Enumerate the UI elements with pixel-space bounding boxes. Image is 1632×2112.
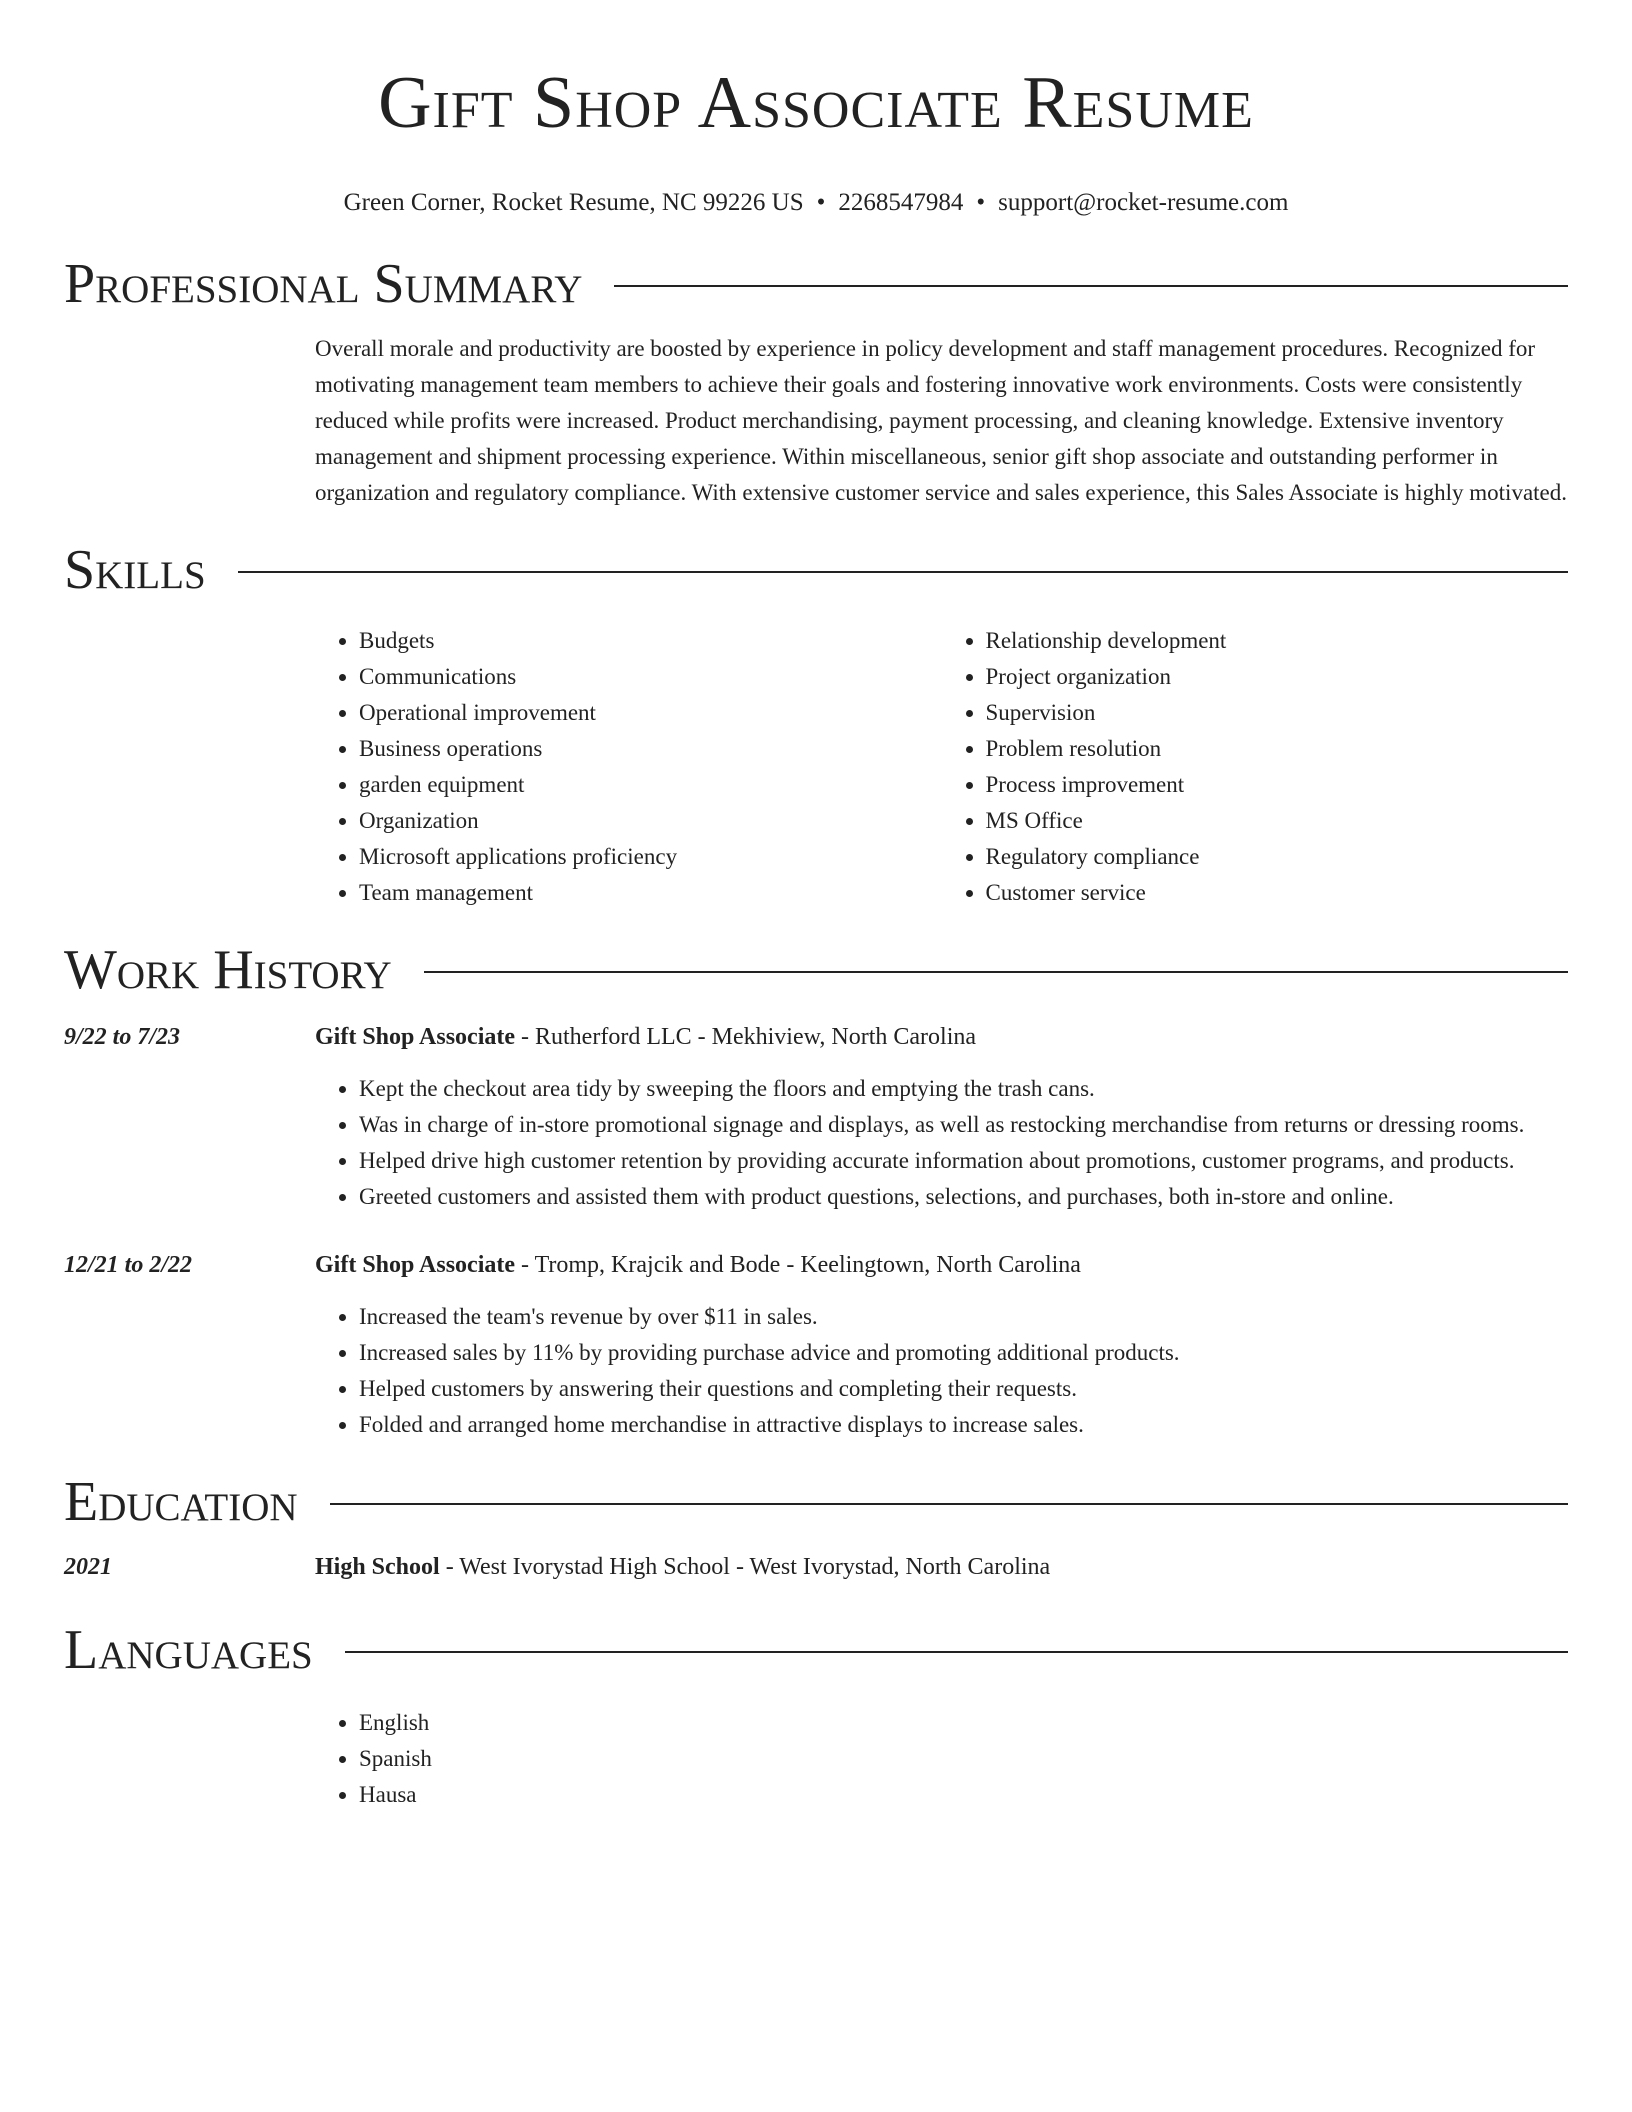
job-header (64, 1247, 1568, 1283)
skill-item: • Regulatory compliance (986, 839, 1569, 875)
skills-section-heading (64, 537, 1568, 603)
contact-phone: 2268547984 (838, 189, 964, 216)
language-item: • Hausa (359, 1777, 1568, 1813)
skill-item: • MS Office (986, 803, 1569, 839)
skill-item: • Process improvement (986, 767, 1569, 803)
job-description (315, 1247, 1081, 1283)
work-heading-text: Work History (64, 939, 392, 1001)
job-bullets (315, 1071, 1568, 1215)
job-bullets (315, 1299, 1568, 1443)
job-bullet: • Helped customers by answering their questions and completing their requests. (359, 1371, 1568, 1407)
skill-item: • garden equipment (359, 767, 942, 803)
language-item: • English (359, 1705, 1568, 1741)
resume-title: Gift Shop Associate Resume (378, 62, 1254, 144)
section-divider (238, 571, 1568, 573)
summary-text: Overall morale and productivity are boosted by experience in policy development and staff management procedures. Recognized for motivating management team members to achieve their goals and fostering innovative work environments. Costs were consistently reduced while profits were increased. Product merchandising, payment processing, and cleaning knowledge. Extensive inventory management and shipment processing experience. Within miscellaneous, senior gift shop associate and outstanding performer in organization and regulatory compliance. With extensive customer service and sales experience, this Sales Associate is highly motivated. (315, 336, 1567, 505)
education-heading-text: Education (64, 1471, 298, 1533)
language-item: • Spanish (359, 1741, 1568, 1777)
job-bullet: • Increased sales by 11% by providing purchase advice and promoting additional products. (359, 1335, 1568, 1371)
job-title: Gift Shop Associate (315, 1252, 516, 1278)
skills-column-right (942, 623, 1569, 911)
skills-heading-text: Skills (64, 539, 206, 601)
education-year: 2021 (64, 1554, 112, 1580)
skill-item: • Operational improvement (359, 695, 942, 731)
section-divider (424, 971, 1568, 973)
education-entry (64, 1549, 1568, 1585)
job-bullet: • Kept the checkout area tidy by sweeping the floors and emptying the trash cans. (359, 1071, 1568, 1107)
skill-item: • Project organization (986, 659, 1569, 695)
summary-section-heading (64, 251, 1568, 317)
job-entry (64, 1019, 1568, 1215)
skill-item: • Problem resolution (986, 731, 1569, 767)
job-employer: - Rutherford LLC - Mekhiview, North Carolina (515, 1024, 977, 1050)
languages-list (315, 1705, 1568, 1813)
contact-separator: • (816, 189, 826, 216)
skill-item: • Communications (359, 659, 942, 695)
job-dates: 12/21 to 2/22 (64, 1252, 193, 1278)
job-bullet: • Helped drive high customer retention by providing accurate information about promotions, customer programs, and products. (359, 1143, 1568, 1179)
job-bullet: • Increased the team's revenue by over $11 in sales. (359, 1299, 1568, 1335)
job-entry (64, 1247, 1568, 1443)
section-divider (345, 1651, 1568, 1653)
skill-item: • Organization (359, 803, 942, 839)
contact-address: Green Corner, Rocket Resume, NC 99226 US (343, 189, 804, 216)
skills-list (315, 623, 1568, 911)
work-section-heading (64, 937, 1568, 1003)
skill-item: • Team management (359, 875, 942, 911)
section-divider (330, 1503, 1568, 1505)
education-degree: High School (315, 1554, 440, 1580)
skill-item: • Customer service (986, 875, 1569, 911)
education-description (315, 1549, 1050, 1585)
skill-item: • Business operations (359, 731, 942, 767)
job-bullet: • Greeted customers and assisted them with product questions, selections, and purchases, both in-store and online. (359, 1179, 1568, 1215)
skill-item: • Relationship development (986, 623, 1569, 659)
skill-item: • Microsoft applications proficiency (359, 839, 942, 875)
languages-heading-text: Languages (64, 1619, 313, 1681)
contact-email: support@rocket-resume.com (998, 189, 1289, 216)
job-header (64, 1019, 1568, 1055)
education-school: - West Ivorystad High School - West Ivorystad, North Carolina (439, 1554, 1051, 1580)
contact-line (64, 188, 1568, 218)
summary-heading-text: Professional Summary (64, 253, 583, 315)
languages-section-heading (64, 1617, 1568, 1683)
job-bullet: • Was in charge of in-store promotional signage and displays, as well as restocking merchandise from returns or dressing rooms. (359, 1107, 1568, 1143)
education-section-heading (64, 1469, 1568, 1535)
skills-column-left (315, 623, 942, 911)
resume-page (64, 0, 1568, 1813)
skill-item: • Budgets (359, 623, 942, 659)
job-bullet: • Folded and arranged home merchandise in attractive displays to increase sales. (359, 1407, 1568, 1443)
job-dates: 9/22 to 7/23 (64, 1024, 181, 1050)
section-divider (614, 285, 1568, 287)
job-description (315, 1019, 976, 1055)
contact-separator: • (976, 189, 986, 216)
job-title: Gift Shop Associate (315, 1024, 516, 1050)
job-employer: - Tromp, Krajcik and Bode - Keelingtown, North Carolina (515, 1252, 1081, 1278)
skill-item: • Supervision (986, 695, 1569, 731)
